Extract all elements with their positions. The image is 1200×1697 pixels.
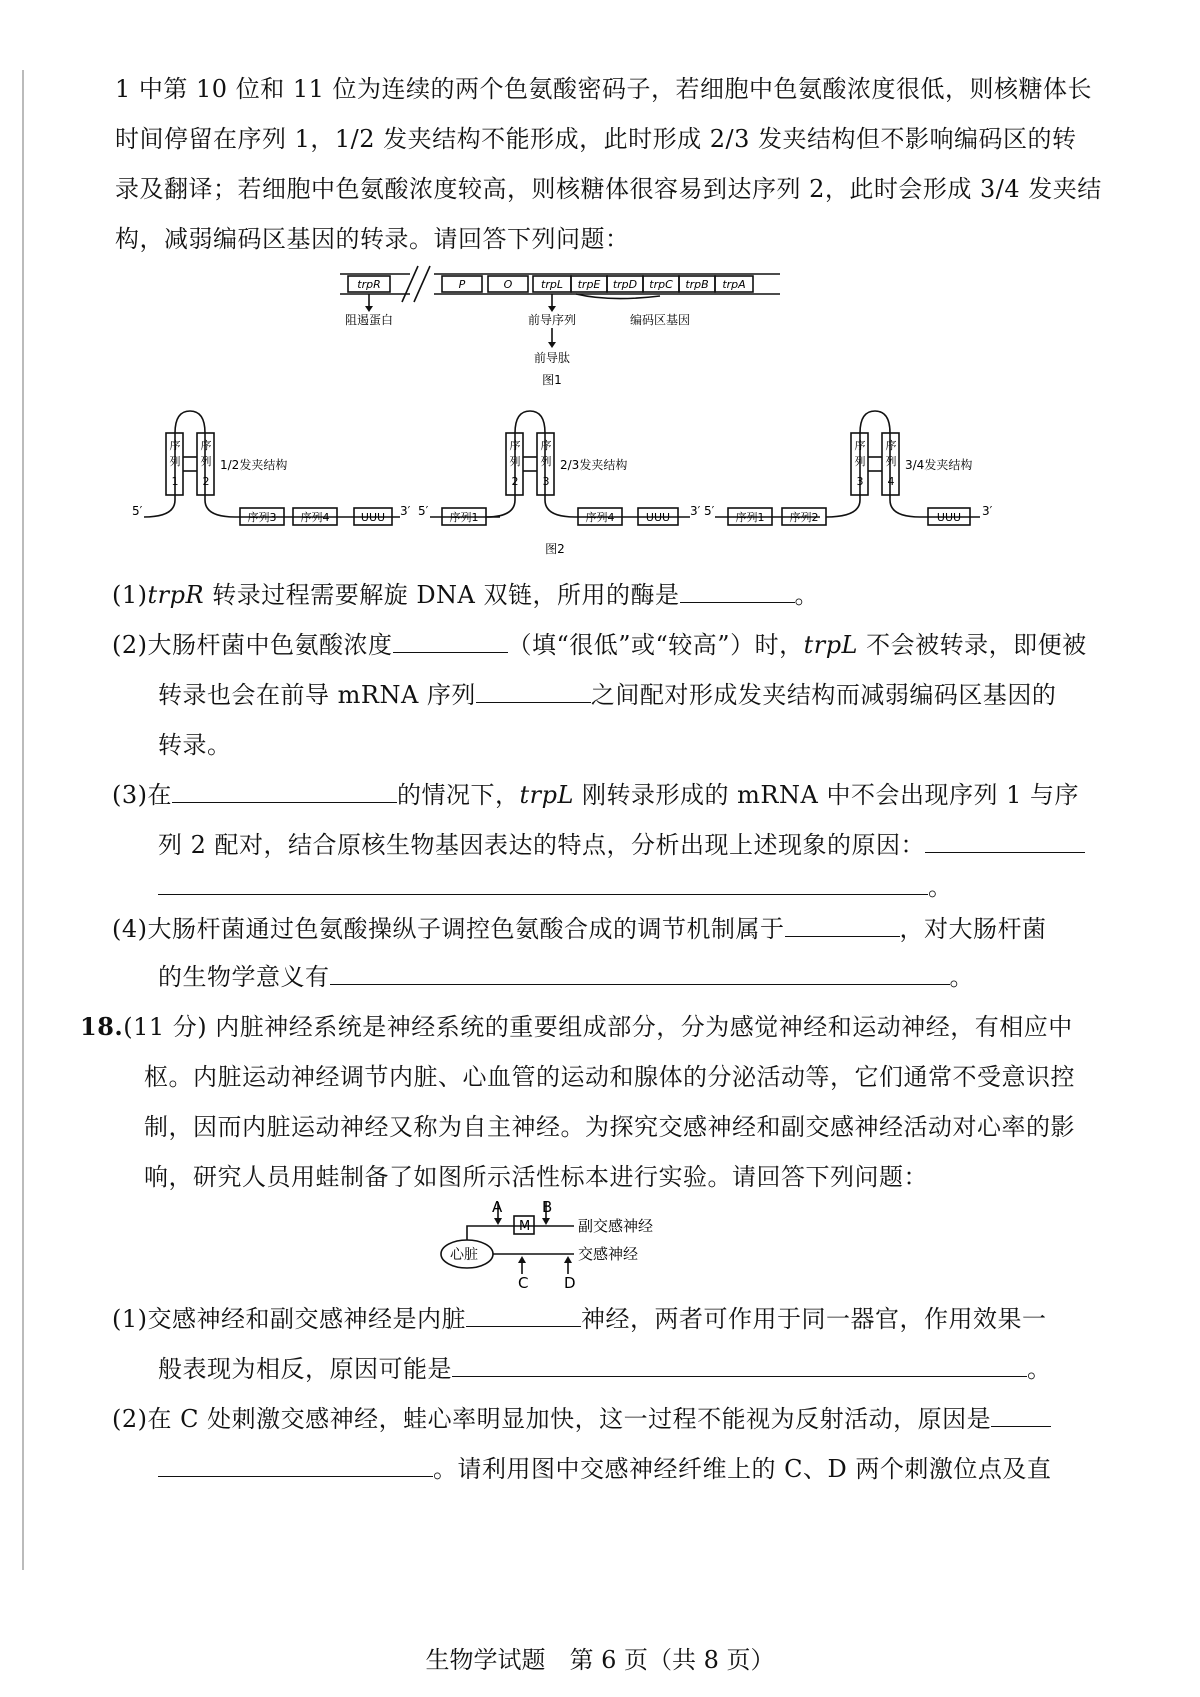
q18-line-1: 枢。内脏运动神经调节内脏、心血管的运动和腺体的分泌活动等，它们通常不受意识控 [144, 1063, 1075, 1091]
h2-before-1: 序列1 [449, 511, 479, 524]
h2-right-n: 3 [542, 475, 550, 488]
q17-3c: 。 [158, 870, 953, 904]
answer-blank[interactable] [991, 1404, 1051, 1427]
q17-2b: 转录也会在前导 mRNA 序列 之间配对形成发夹结构而减弱编码区基因的 [158, 681, 1057, 709]
q17-4b: 的生物学意义有 。 [158, 963, 974, 991]
gene-P: P [458, 278, 466, 291]
answer-blank[interactable] [925, 830, 1085, 853]
h2-right-a: 序 [540, 439, 552, 452]
intro-line-1: 1 中第 10 位和 11 位为连续的两个色氨酸密码子，若细胞中色氨酸浓度很低，则核糖体长 [115, 75, 1092, 103]
h2-three: 3′ [690, 504, 701, 518]
h2-right-b: 列 [540, 455, 552, 468]
h2-left-b: 列 [509, 455, 521, 468]
h1-right-b: 列 [200, 455, 212, 468]
label-coding: 编码区基因 [629, 313, 691, 327]
answer-blank[interactable] [172, 780, 397, 803]
label-C: C [518, 1274, 529, 1290]
q18-line-2: 制，因而内脏运动神经又称为自主神经。为探究交感神经和副交感神经活动对心率的影 [144, 1113, 1075, 1141]
gene-O: O [503, 278, 513, 291]
h1-left-b: 列 [169, 455, 181, 468]
figure-1-operon [330, 262, 870, 392]
h3-before-2: 序列2 [789, 511, 819, 524]
h3-right-n: 4 [887, 475, 895, 488]
h2-title: 2/3发夹结构 [560, 458, 628, 472]
label-D: D [564, 1274, 576, 1290]
h1-right-a: 序 [200, 439, 212, 452]
h2-left-n: 2 [511, 475, 519, 488]
h1-title: 1/2发夹结构 [220, 458, 288, 472]
q18-head: 18.(11 分) 内脏神经系统是神经系统的重要组成部分，分为感觉神经和运动神经，有相应中 [80, 1012, 1073, 1041]
gene-trpB: trpB [685, 278, 709, 291]
answer-blank[interactable] [158, 1454, 433, 1477]
h1-box-3: UUU [360, 511, 386, 524]
q17-4a: (4)大肠杆菌通过色氨酸操纵子调控色氨酸合成的调节机制属于 ，对大肠杆菌 [112, 915, 1047, 943]
h1-three: 3′ [400, 504, 411, 518]
intro-line-2: 时间停留在序列 1，1/2 发夹结构不能形成，此时形成 2/3 发夹结构但不影响编码区的转 [115, 125, 1077, 153]
label-B: B [542, 1200, 553, 1216]
q18-line-3: 响，研究人员用蛙制备了如图所示活性标本进行实验。请回答下列问题： [144, 1163, 928, 1191]
answer-blank[interactable] [466, 1304, 581, 1327]
h3-before-1: 序列1 [735, 511, 765, 524]
h1-five: 5′ [132, 504, 143, 518]
q18-2b: 。请利用图中交感神经纤维上的 C、D 两个刺激位点及直 [158, 1452, 1051, 1486]
q17-3b: 列 2 配对，结合原核生物基因表达的特点，分析出现上述现象的原因： [158, 828, 1085, 862]
gene-trpE: trpE [577, 278, 601, 291]
label-sympathetic: 交感神经 [578, 1245, 639, 1263]
intro-line-4: 构，减弱编码区基因的转录。请回答下列问题： [115, 225, 630, 253]
q17-1: (1)trpR 转录过程需要解旋 DNA 双链，所用的酶是 。 [112, 581, 820, 609]
intro-line-3: 录及翻译；若细胞中色氨酸浓度较高，则核糖体很容易到达序列 2，此时会形成 3/4 发夹结 [115, 175, 1102, 203]
gene-trpC: trpC [649, 278, 673, 291]
label-A: A [492, 1200, 503, 1216]
h3-right-a: 序 [885, 439, 897, 452]
q17-2c: 转录。 [158, 731, 232, 759]
gene-trpA: trpA [722, 278, 746, 291]
label-heart: 心脏 [450, 1247, 478, 1263]
h3-left-b: 列 [854, 455, 866, 468]
label-parasympathetic: 副交感神经 [578, 1217, 654, 1235]
h1-right-n: 2 [202, 475, 210, 488]
q18-1a: (1)交感神经和副交感神经是内脏 神经，两者可作用于同一器官，作用效果一 [112, 1305, 1047, 1333]
h3-left-a: 序 [854, 439, 866, 452]
h2-left-a: 序 [509, 439, 521, 452]
q18-1b: 般表现为相反，原因可能是 。 [158, 1355, 1052, 1383]
h1-left-n: 1 [171, 475, 179, 488]
answer-blank[interactable] [158, 872, 928, 895]
answer-blank[interactable] [476, 680, 591, 703]
fig2-caption: 图2 [545, 542, 565, 556]
figure-nerve-heart [440, 1200, 700, 1290]
answer-blank[interactable] [785, 914, 900, 937]
fig1-caption: 图1 [542, 373, 562, 387]
h3-three: 3′ [982, 504, 993, 518]
page-edge-line [22, 70, 24, 1570]
q17-2a: (2)大肠杆菌中色氨酸浓度 （填“很低”或“较高”）时，trpL 不会被转录，即便被 [112, 631, 1087, 659]
h3-five: 5′ [704, 504, 715, 518]
h3-title: 3/4发夹结构 [905, 458, 973, 472]
label-peptide: 前导肽 [533, 351, 571, 365]
h1-box-2: 序列4 [300, 511, 330, 524]
figure-2-hairpins [130, 405, 1010, 565]
h3-left-n: 3 [856, 475, 864, 488]
h2-box-1: 序列4 [585, 511, 615, 524]
label-repressor: 阻遏蛋白 [344, 313, 394, 327]
h3-box-1: UUU [936, 511, 962, 524]
answer-blank[interactable] [330, 962, 950, 985]
label-leader: 前导序列 [527, 313, 577, 327]
answer-blank[interactable] [680, 580, 795, 603]
label-M: M [519, 1219, 531, 1234]
h3-right-b: 列 [885, 455, 897, 468]
h1-left-a: 序 [169, 439, 181, 452]
gene-trpR: trpR [357, 278, 381, 291]
h1-box-1: 序列3 [247, 511, 277, 524]
gene-trpL: trpL [541, 278, 563, 291]
q17-3a: (3)在 的情况下，trpL 刚转录形成的 mRNA 中不会出现序列 1 与序 [112, 781, 1079, 809]
gene-trpD: trpD [612, 278, 638, 291]
page-footer: 生物学试题 第 6 页（共 8 页） [425, 1646, 775, 1674]
q18-2a: (2)在 C 处刺激交感神经，蛙心率明显加快，这一过程不能视为反射活动，原因是 [112, 1402, 1051, 1436]
answer-blank[interactable] [452, 1354, 1027, 1377]
answer-blank[interactable] [393, 630, 508, 653]
h2-five: 5′ [418, 504, 429, 518]
h2-box-2: UUU [645, 511, 671, 524]
